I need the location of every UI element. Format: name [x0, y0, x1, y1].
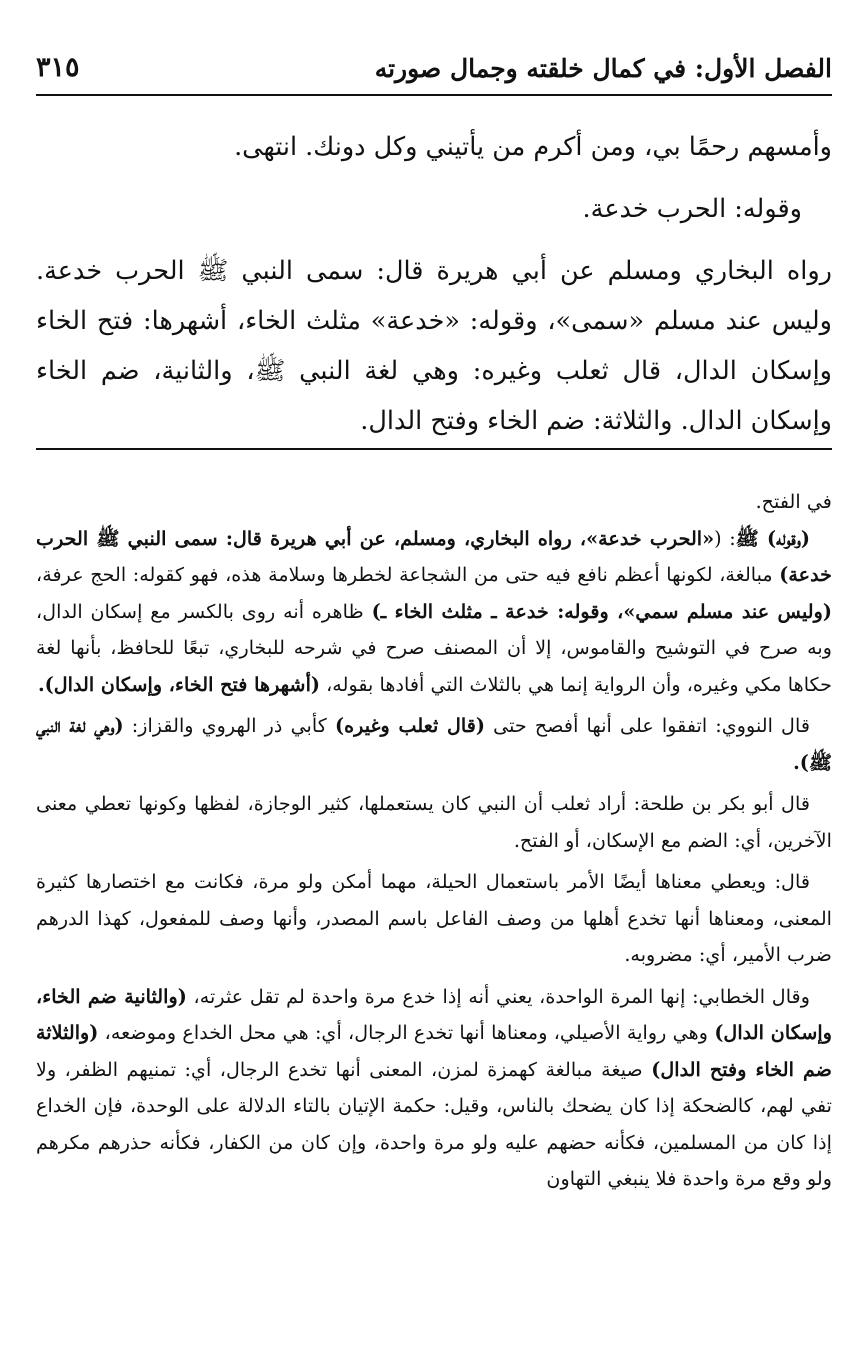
footnote-divider: [36, 448, 832, 450]
chapter-title: الفصل الأول: في كمال خلقته وجمال صورته: [374, 54, 832, 83]
footnote-paragraph-4: قال: ويعطي معناها أيضًا الأمر باستعمال الحيلة، مهما أمكن ولو مرة، فكانت مع اختصارها كثيرة المعنى، ومعناها أنها تخدع أهلها من وصف الفاعل باسم المصدر، وأنها وصف للمفعول، كهذا الدرهم ضرب الأمير، أي: مضروبه.: [36, 870, 832, 966]
footnote-source: في الفتح.: [755, 490, 832, 513]
footnote-paragraph-1: (وقوله) ﷺ: («الحرب خدعة»، رواه البخاري، ومسلم، عن أبي هريرة قال: سمى النبي ﷺ الحرب خدعة) مبالغة، لكونها أعظم نافع فيه حتى من الشجاعة لخطرها وسلامة هذه، فهو كقوله: الحج عرفة، (وليس عند مسلم سمي»، وقوله: خدعة ـ مثلث الخاء ـ) ظاهره أنه روى بالكسر مع إسكان الدال، وبه صرح في التوشيح والقاموس، إلا أن المصنف صرح في شرحه للبخاري، تبعًا للحافظ، بأنها لغة حكاها مكي وغيره، وأن الرواية إنما هي بالثلاث التي أفادها بقوله، (أشهرها فتح الخاء، وإسكان الدال).: [36, 526, 832, 696]
main-paragraph-3: رواه البخاري ومسلم عن أبي هريرة قال: سمى النبي ﷺ الحرب خدعة. وليس عند مسلم «سمى»، وقوله: «خدعة» مثلث الخاء، أشهرها: فتح الخاء وإسكان الدال، قال ثعلب وغيره: وهي لغة النبي ﷺ، والثانية، ضم الخاء وإسكان الدال. والثلاثة: ضم الخاء وفتح الدال.: [36, 256, 832, 436]
footnote-paragraph-5: وقال الخطابي: إنها المرة الواحدة، يعني أنه إذا خدع مرة واحدة لم تقل عثرته، (والثانية ضم الخاء، وإسكان الدال) وهي رواية الأصيلي، ومعناها أنها تخدع الرجال، أي: هي محل الخداع وموضعه، (والثلاثة ضم الخاء وفتح الدال) صيغة مبالغة كهمزة لمزن، المعنى أنها تخدع الرجال، أي: تمنيهم الظفر، ولا تفي لهم، كالضحكة إذا كان يضحك بالناس، وقيل: حكمة الإتيان بالتاء الدلالة على الوحدة، فإن الخداع إذا كان من المسلمين، فكأنه حضهم عليه ولو مرة واحدة، وإن كان من الكفار، فكأنه حذرهم مكرهم ولو وقع مرة واحدة فلا ينبغي التهاون: [36, 984, 833, 1190]
bold-quote: (والثلاثة ضم الخاء وفتح الدال): [36, 1021, 833, 1081]
footnote-paragraph-3: قال أبو بكر بن طلحة: أراد ثعلب أن النبي كان يستعملها، كثير الوجازة، لفظها وكونها تعطي معنى الآخرين، أي: الضم مع الإسكان، أو الفتح.: [36, 792, 832, 852]
bold-quote: (وقوله) ﷺ: [735, 526, 810, 550]
page-header: [36, 50, 832, 96]
bold-quote: (وليس عند مسلم سمي»، وقوله: خدعة ـ مثلث الخاء ـ): [371, 599, 832, 623]
bold-quote: (والثانية ضم الخاء، وإسكان الدال): [36, 984, 832, 1044]
page-number: ٣١٥: [36, 52, 80, 83]
main-text: [36, 122, 832, 446]
footnote-paragraph-2: قال النووي: اتفقوا على أنها أفصح حتى (قال ثعلب وغيره) كأبي ذر الهروي والقزاز: (وهي لغة النبي ﷺ).: [36, 714, 832, 774]
main-paragraph-1: وأمسهم رحمًا بي، ومن أكرم من يأتيني وكل دونك. انتهى.: [234, 132, 832, 162]
main-paragraph-2: وقوله: الحرب خدعة.: [582, 194, 802, 224]
footnote-section: [36, 484, 832, 1198]
bold-quote: (أشهرها فتح الخاء، وإسكان الدال).: [37, 672, 321, 696]
bold-quote: (وهي لغة النبي ﷺ).: [36, 714, 832, 774]
bold-quote: (قال ثعلب وغيره): [335, 714, 486, 737]
bold-quote: «الحرب خدعة»، رواه البخاري، ومسلم، عن أبي هريرة قال: سمى النبي ﷺ الحرب خدعة): [36, 526, 832, 586]
